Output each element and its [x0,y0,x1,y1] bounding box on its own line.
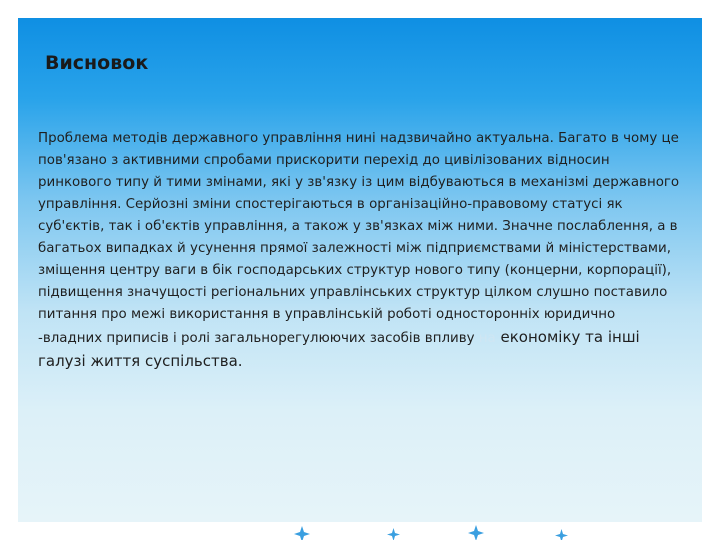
slide-body-text [38,128,682,374]
body-tail-text: економіку та інші галузі життя суспільства. [38,328,640,370]
sparkle-icon [555,529,568,540]
sparkle-icon [468,525,484,540]
slide-title: Висновок [45,52,149,74]
sparkle-icon [387,528,400,540]
body-main-text: Проблема методів державного управління нині надзвичайно актуальна. Багато в чому це пов'язано з активними спробами прискорити перехід до цивілізованих відносин ринкового типу й тими змінами, які у зв'язку із цим відбуваються в механізмі державного управління. Серйозні зміни спостерігаються в організаційно-правовому статусі як суб'єктів, так і об'єктів управління, а також у зв'язках між ними. Значне послаблення, а в багатьох випадках й усунення прямої залежності між підприємствами й міністерствами, зміщення центру ваги в бік господарських структур нового типу (концерни, корпорації), підвищення значущості регіональних управлінських структур цілком слушно поставило питання про межі використання в управлінській роботі односторонніх юридично -владних приписів і ролі загальнорегулюючих засобів впливу [38,131,680,346]
body-faint-text: на [474,331,496,346]
sparkle-icon [294,526,310,540]
